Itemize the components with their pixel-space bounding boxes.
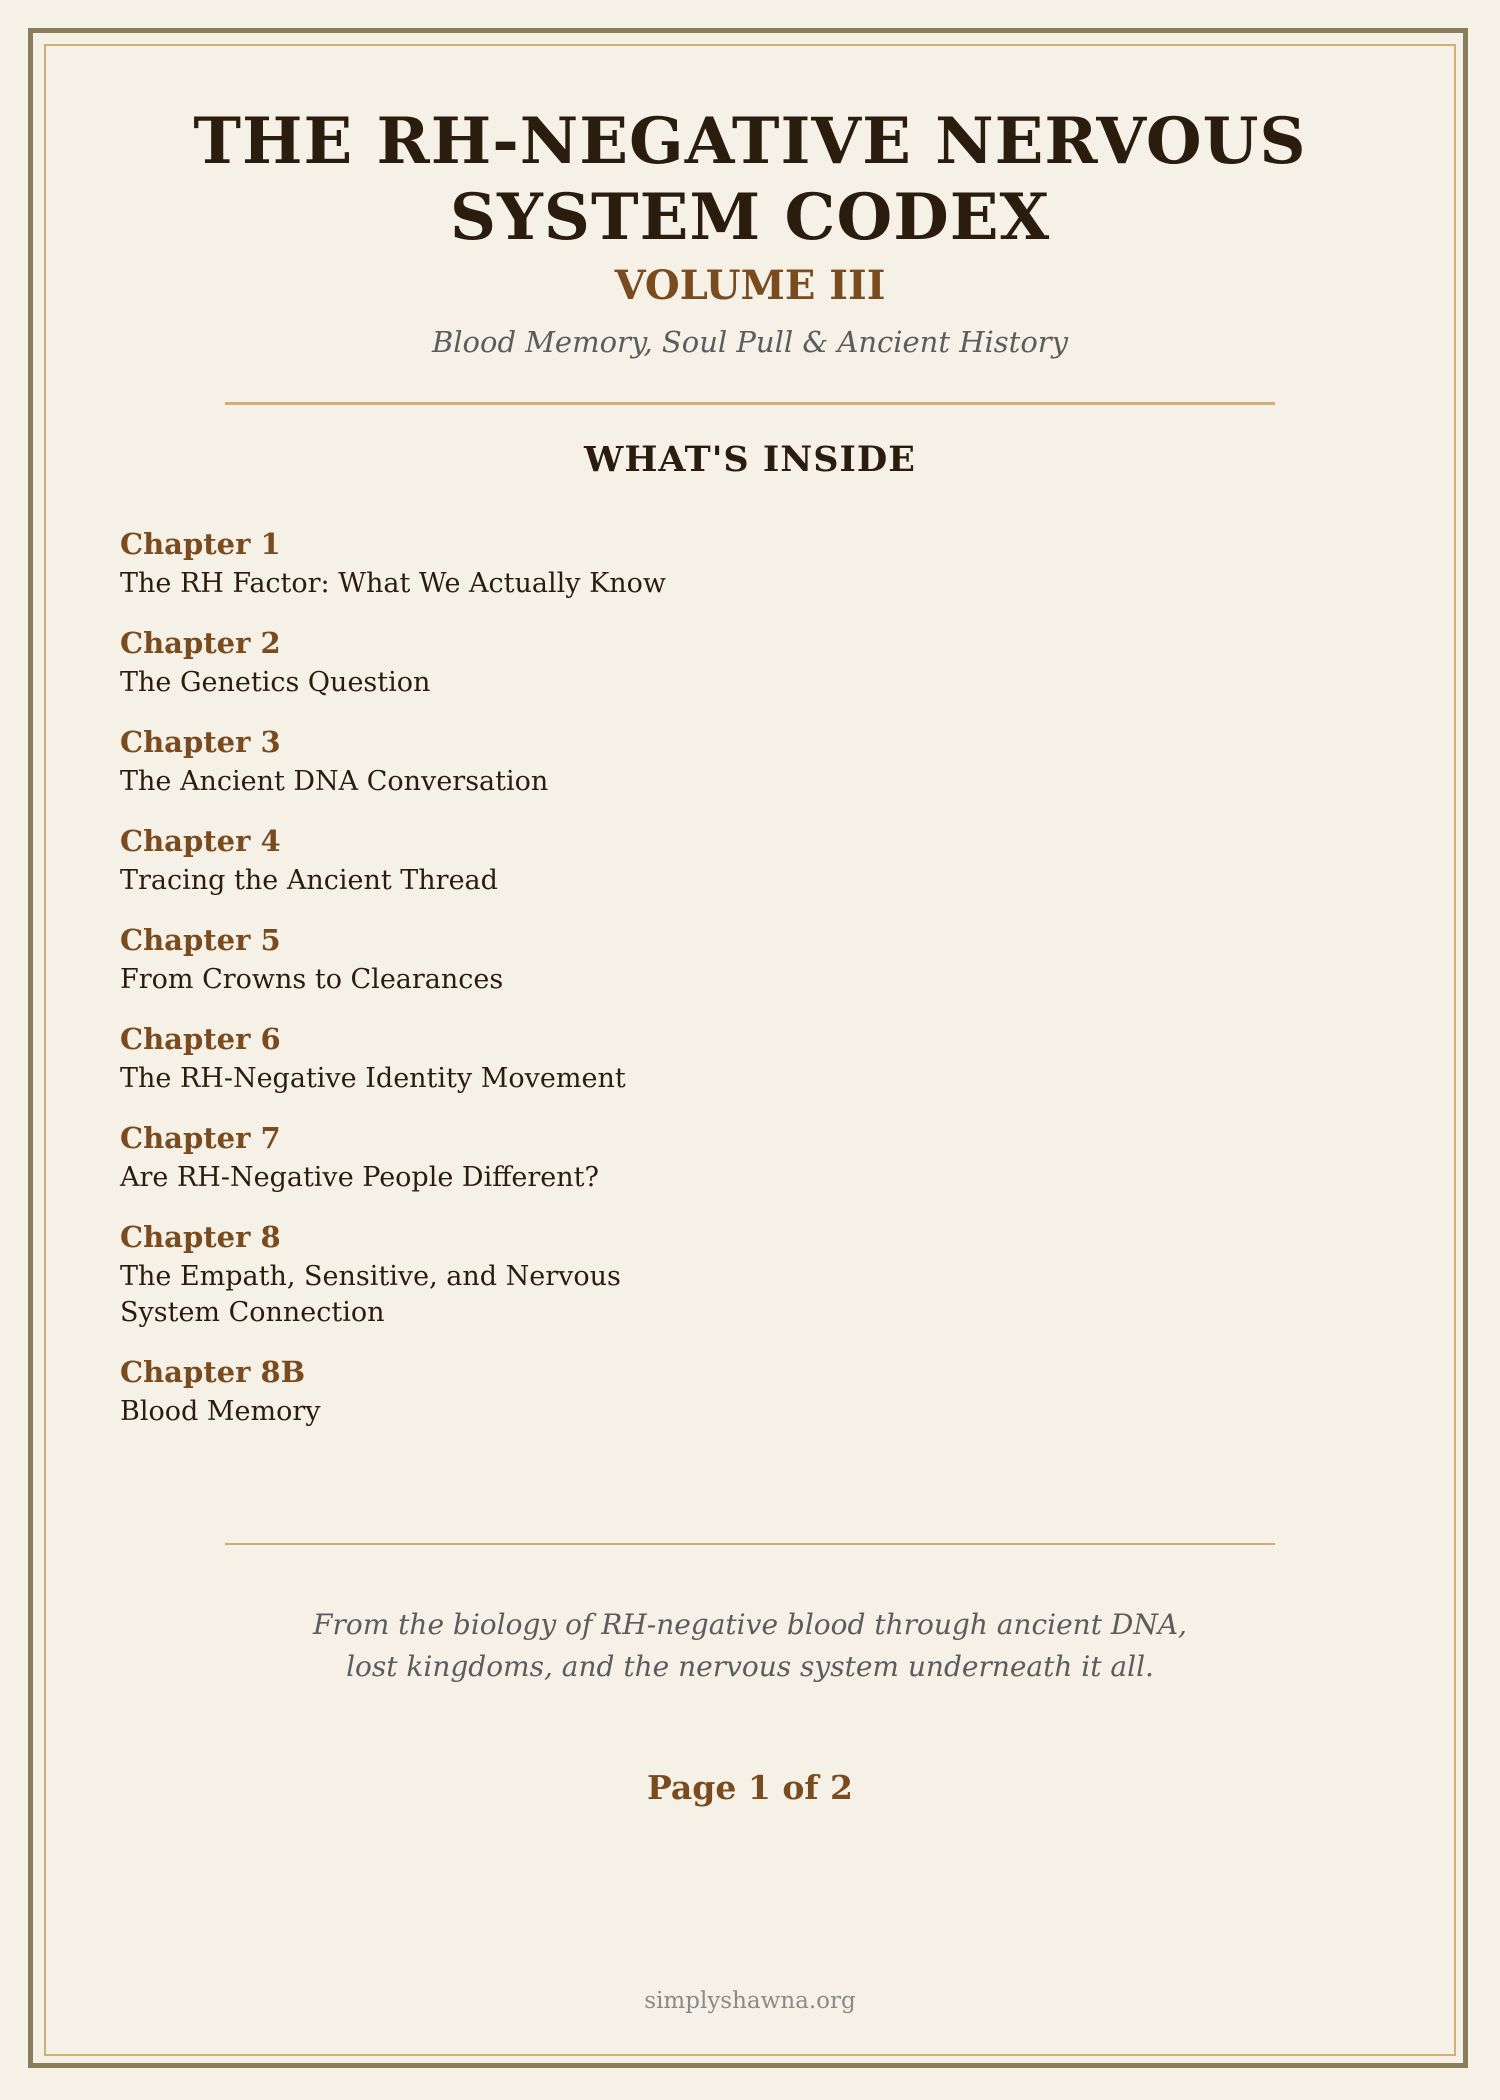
toc-item-chapter-8b: [120, 1353, 1120, 1430]
chapter-title: The RH Factor: What We Actually Know: [120, 568, 666, 599]
toc-item-chapter-3: [120, 723, 1120, 800]
chapter-label: Chapter 4: [120, 824, 281, 858]
volume-label: VOLUME III: [614, 262, 886, 309]
chapter-label: Chapter 3: [120, 725, 281, 759]
chapter-title: The Empath, Sensitive, and Nervous System Connection: [120, 1261, 621, 1328]
chapter-label: Chapter 2: [120, 626, 281, 660]
toc-heading: WHAT'S INSIDE: [584, 439, 916, 480]
chapter-label: Chapter 6: [120, 1022, 281, 1056]
toc-item-chapter-8: [120, 1218, 1120, 1331]
chapter-label: Chapter 5: [120, 923, 281, 957]
bottom-divider: [225, 1543, 1275, 1545]
chapter-title: From Crowns to Clearances: [120, 964, 504, 995]
toc-item-chapter-7: [120, 1119, 1120, 1196]
footer-website: simplyshawna.org: [644, 1988, 856, 2014]
book-title: [0, 104, 1500, 256]
chapter-title: Tracing the Ancient Thread: [120, 865, 498, 896]
toc-item-chapter-1: [120, 525, 1120, 602]
chapter-label: Chapter 8B: [120, 1355, 306, 1389]
chapter-label: Chapter 7: [120, 1121, 281, 1155]
tagline: [0, 1604, 1500, 1688]
chapter-title: The Ancient DNA Conversation: [120, 766, 549, 797]
book-title-line-2: SYSTEM CODEX: [449, 180, 1051, 255]
chapter-label: Chapter 1: [120, 527, 281, 561]
top-divider: [225, 402, 1275, 405]
toc-item-chapter-2: [120, 624, 1120, 701]
chapter-label: Chapter 8: [120, 1220, 281, 1254]
chapter-title: Blood Memory: [120, 1396, 321, 1427]
chapter-title: Are RH-Negative People Different?: [120, 1162, 599, 1193]
toc-item-chapter-5: [120, 921, 1120, 998]
chapter-title: The RH-Negative Identity Movement: [120, 1063, 626, 1094]
book-subtitle: Blood Memory, Soul Pull & Ancient History: [431, 325, 1069, 359]
chapter-title: The Genetics Question: [120, 667, 431, 698]
tagline-line-1: From the biology of RH-negative blood through ancient DNA,: [313, 1608, 1187, 1641]
book-title-line-1: THE RH-NEGATIVE NERVOUS: [193, 104, 1307, 179]
toc-item-chapter-4: [120, 822, 1120, 899]
tagline-line-2: lost kingdoms, and the nervous system underneath it all.: [346, 1650, 1154, 1683]
table-of-contents: [120, 525, 1120, 1452]
page-indicator: Page 1 of 2: [647, 1768, 853, 1807]
toc-item-chapter-6: [120, 1020, 1120, 1097]
